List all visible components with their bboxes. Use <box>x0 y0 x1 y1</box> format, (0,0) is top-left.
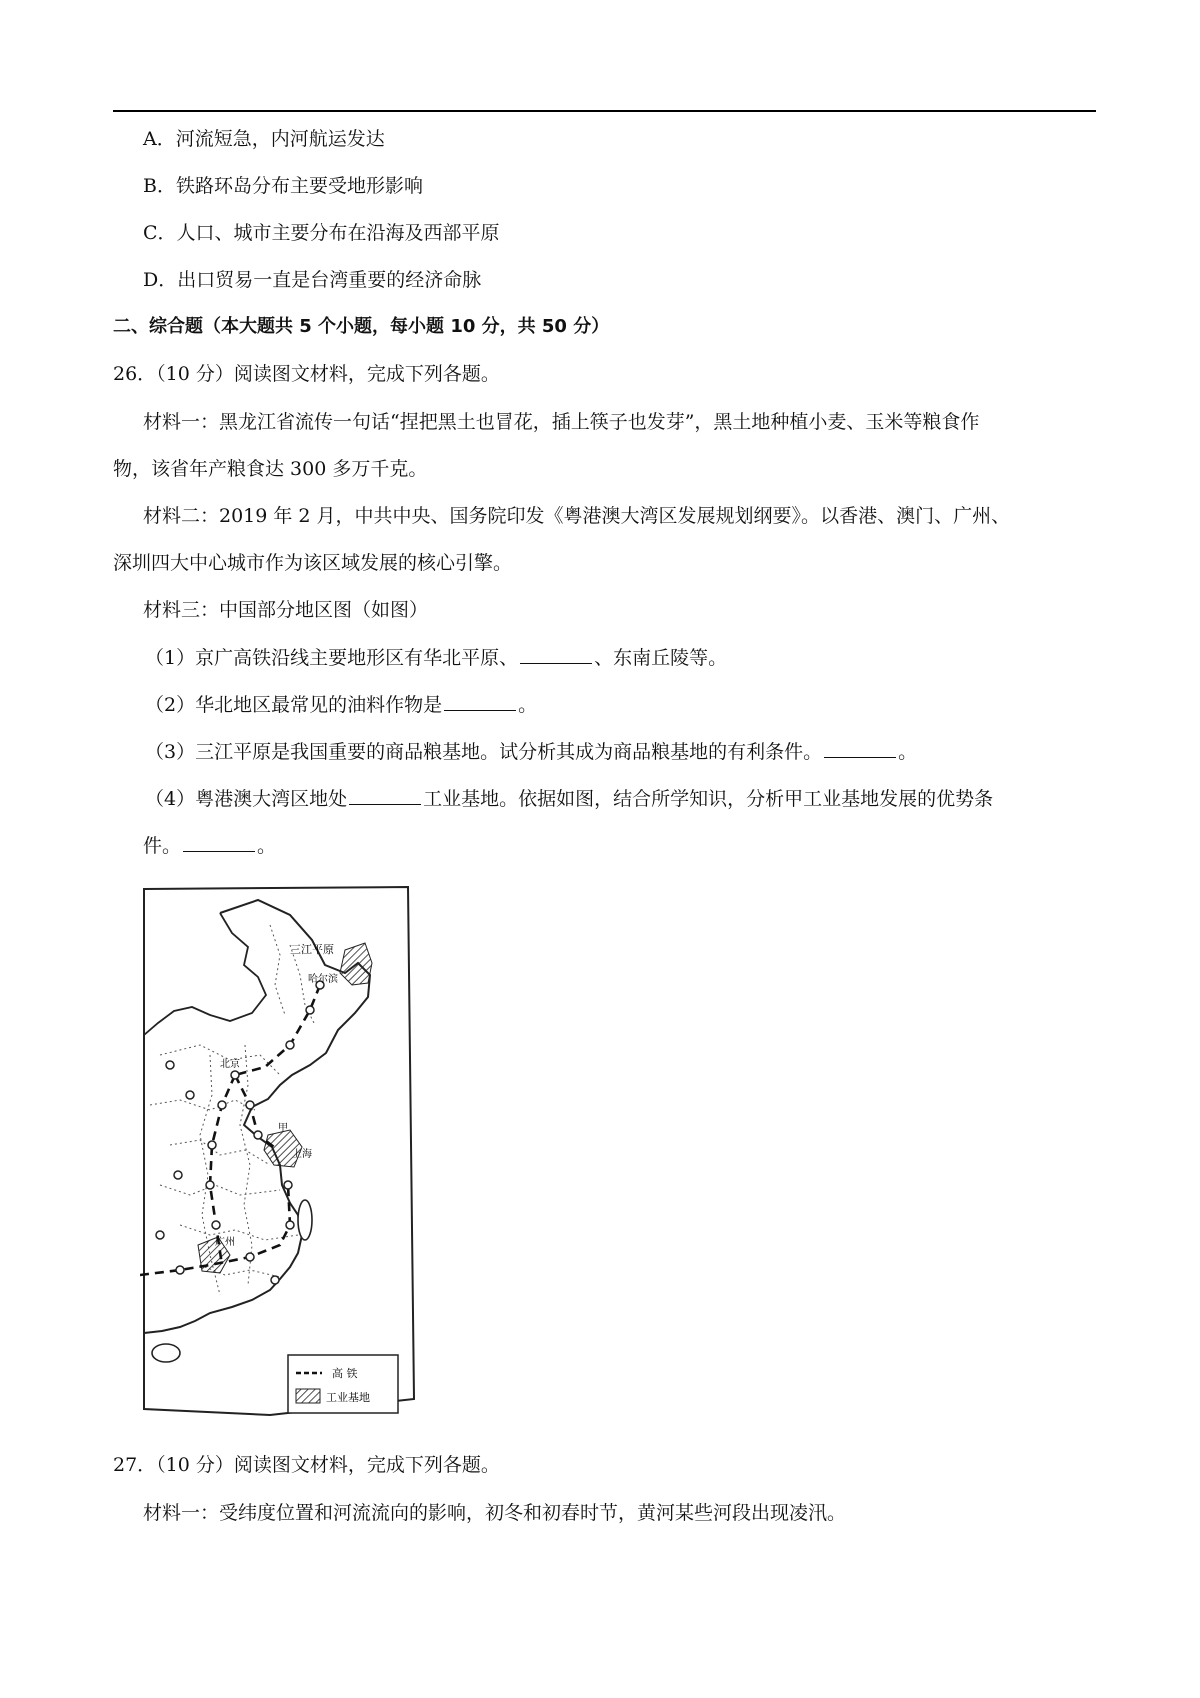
legend-box <box>288 1355 398 1413</box>
q26-material2-line2: 深圳四大中心城市作为该区域发展的核心引擎。 <box>113 552 513 574</box>
option-d: D．出口贸易一直是台湾重要的经济命脉 <box>143 269 482 291</box>
q26-sub4-cont <box>143 833 276 859</box>
section-title: 二、综合题（本大题共 5 个小题，每小题 10 分，共 50 分） <box>113 316 610 337</box>
legend-industry-swatch <box>296 1389 320 1403</box>
label-beijing: 北京 <box>220 1059 240 1070</box>
taiwan-island <box>298 1200 312 1240</box>
q26-header: 26．（10 分）阅读图文材料，完成下列各题。 <box>113 363 500 385</box>
header-rule <box>113 110 1096 112</box>
q26-sub1 <box>145 645 727 671</box>
label-guangzhou: 广州 <box>215 1237 235 1248</box>
q26-material2-line1: 材料二：2019 年 2 月，中共中央、国务院印发《粤港澳大湾区发展规划纲要》。以香港、澳门、广州、 <box>143 505 1011 527</box>
q26-material3: 材料三：中国部分地区图（如图） <box>143 599 429 621</box>
q26-material1-line2: 物，该省年产粮食达 300 多万千克。 <box>113 458 428 480</box>
answer-blank[interactable] <box>183 833 255 852</box>
hainan-island <box>152 1344 180 1362</box>
option-a: A．河流短急，内河航运发达 <box>143 128 385 150</box>
sub2-text-a: （2）华北地区最常见的油料作物是 <box>145 694 443 716</box>
sub4-text-d: 。 <box>257 835 277 857</box>
answer-blank[interactable] <box>520 645 592 664</box>
label-jia: 甲 <box>278 1123 288 1134</box>
q26-sub3 <box>145 739 917 765</box>
label-sanjiang: 三江平原 <box>290 943 334 956</box>
q27-material1: 材料一：受纬度位置和河流流向的影响，初冬和初春时节，黄河某些河段出现凌汛。 <box>143 1502 847 1524</box>
answer-blank[interactable] <box>824 739 896 758</box>
sub4-text-c: 件。 <box>143 835 182 857</box>
answer-blank[interactable] <box>444 692 516 711</box>
sub1-text-b: 、东南丘陵等。 <box>594 647 728 669</box>
legend-rail-label: 高 铁 <box>332 1367 358 1380</box>
sub4-text-a: （4）粤港澳大湾区地处 <box>145 788 348 810</box>
option-c: C．人口、城市主要分布在沿海及西部平原 <box>143 222 500 244</box>
label-harbin: 哈尔滨 <box>308 974 338 985</box>
label-shanghai: 上海 <box>292 1149 312 1160</box>
sub2-text-b: 。 <box>518 694 538 716</box>
answer-blank[interactable] <box>349 786 421 805</box>
q27-header: 27．（10 分）阅读图文材料，完成下列各题。 <box>113 1454 500 1476</box>
sub4-text-b: 工业基地。依据如图，结合所学知识，分析甲工业基地发展的优势条 <box>423 788 994 810</box>
q26-material1-line1: 材料一：黑龙江省流传一句话“捏把黑土也冒花，插上筷子也发芽”，黑土地种植小麦、玉米等粮食作 <box>143 411 980 433</box>
sub3-text-b: 。 <box>898 741 918 763</box>
china-partial-map <box>140 885 440 1440</box>
q26-sub4 <box>145 786 993 812</box>
legend-industry-label: 工业基地 <box>326 1391 370 1404</box>
q26-sub2 <box>145 692 537 718</box>
option-b: B．铁路环岛分布主要受地形影响 <box>143 175 423 197</box>
sub3-text-a: （3）三江平原是我国重要的商品粮基地。试分析其成为商品粮基地的有利条件。 <box>145 741 823 763</box>
sub1-text-a: （1）京广高铁沿线主要地形区有华北平原、 <box>145 647 519 669</box>
